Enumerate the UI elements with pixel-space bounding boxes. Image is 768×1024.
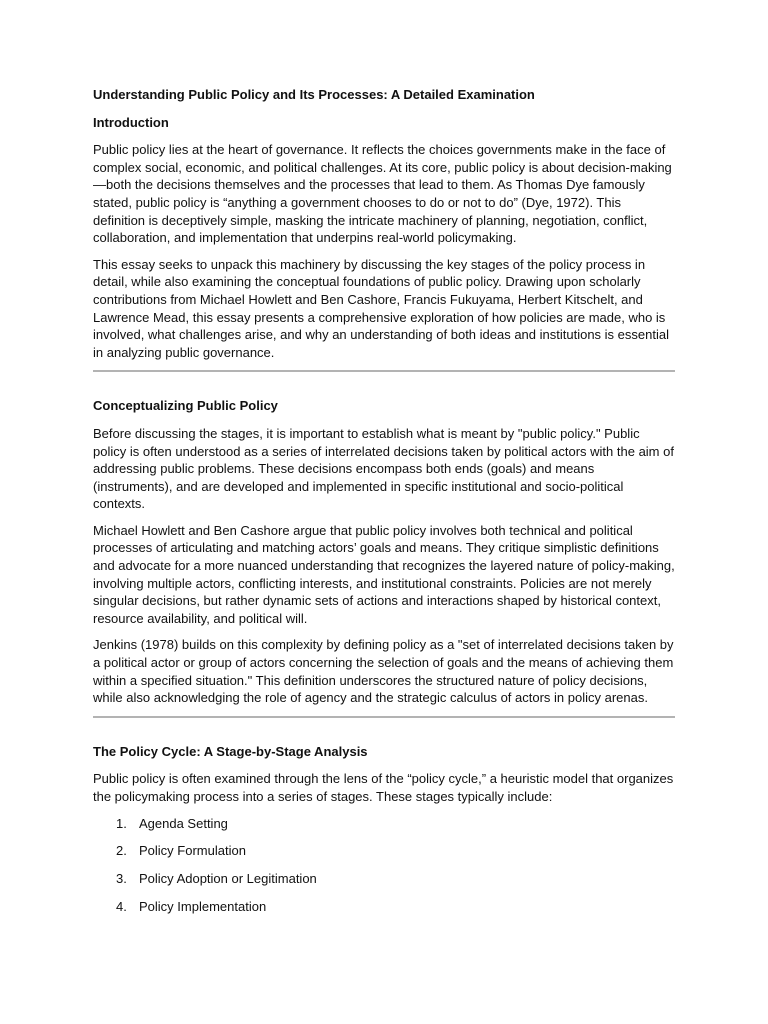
introduction-paragraph: Public policy lies at the heart of governance. It reflects the choices governments make in the face of complex social, economic, and political challenges. At its core, public policy is about decision-making—both the decisions themselves and the processes that lead to them. As Thomas Dye famously stated, public policy is “anything a government chooses to do or not to do” (Dye, 1972). This definition is deceptively simple, masking the intricate machinery of planning, negotiation, conflict, collaboration, and implementation that underpins real-world policymaking. [93, 142, 672, 246]
section-divider [93, 716, 675, 718]
list-item-label: Policy Adoption or Legitimation [139, 871, 317, 887]
conceptualizing-paragraph: Jenkins (1978) builds on this complexity by defining policy as a "set of interrelated decisions taken by a political actor or group of actors concerning the selection of goals and the means of achieving them within a specified situation." This definition underscores the structured nature of policy decisions, while also acknowledging the role of agency and the strategic calculus of actors in policy arenas. [93, 637, 674, 706]
section-divider [93, 370, 675, 372]
policy-cycle-intro: Public policy is often examined through the lens of the “policy cycle,” a heuristic model that organizes the policymaking process into a series of stages. These stages typically include: [93, 771, 674, 804]
document-title: Understanding Public Policy and Its Processes: A Detailed Examination [93, 87, 535, 102]
list-item [93, 815, 675, 833]
list-item-number: 4. [116, 899, 127, 915]
list-item-number: 1. [116, 815, 127, 831]
list-item [93, 842, 675, 860]
list-item-number: 2. [116, 843, 127, 859]
introduction-heading: Introduction [93, 114, 169, 130]
policy-cycle-heading: The Policy Cycle: A Stage-by-Stage Analysis [93, 743, 368, 759]
list-item [93, 898, 675, 916]
conceptualizing-paragraph: Before discussing the stages, it is important to establish what is meant by "public policy." Public policy is often understood as a series of interrelated decisions taken by political actors with the aim of addressing public problems. These decisions encompass both ends (goals) and means (instruments), and are developed and implemented in specific institutional and socio-political contexts. [93, 425, 674, 512]
introduction-paragraph: This essay seeks to unpack this machinery by discussing the key stages of the policy process in detail, while also examining the conceptual foundations of public policy. Drawing upon scholarly contributions from Michael Howlett and Ben Cashore, Francis Fukuyama, Herbert Kitschelt, and Lawrence Mead, this essay presents a comprehensive exploration of how policies are made, who is involved, what challenges arise, and why an understanding of both ideas and institutions is essential in analyzing public governance. [93, 256, 669, 360]
conceptualizing-paragraph: Michael Howlett and Ben Cashore argue that public policy involves both technical and political processes of articulating and matching actors’ goals and means. They critique simplistic definitions and advocate for a more nuanced understanding that recognizes the layered nature of policy-making, involving multiple actors, conflicting interests, and institutional constraints. Policies are not merely singular decisions, but rather dynamic sets of actions and interactions shaped by historical context, resource availability, and political will. [93, 522, 675, 626]
list-item [93, 870, 675, 888]
list-item-label: Agenda Setting [139, 815, 228, 831]
list-item-label: Policy Implementation [139, 899, 267, 915]
list-item-label: Policy Formulation [139, 843, 246, 859]
list-item-number: 3. [116, 871, 127, 887]
document-page [93, 86, 675, 926]
policy-stages-list [93, 815, 675, 916]
conceptualizing-heading: Conceptualizing Public Policy [93, 398, 278, 414]
